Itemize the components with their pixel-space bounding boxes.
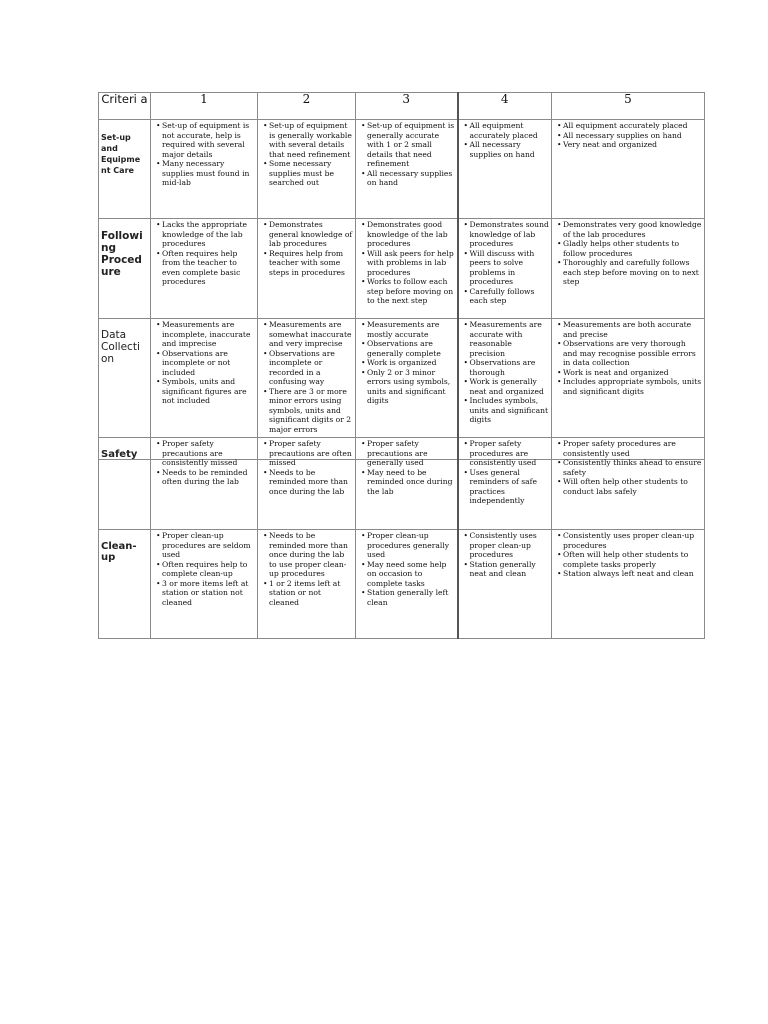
descriptor-list bbox=[153, 531, 255, 607]
descriptor-item: • Observations are generally complete bbox=[358, 339, 455, 358]
cell-safety-1 bbox=[151, 438, 258, 530]
cell-safety-3 bbox=[356, 438, 458, 530]
criterion-following: Followi ng Proced ure bbox=[99, 219, 151, 319]
descriptor-item: • Includes appropriate symbols, units and significant digits bbox=[554, 377, 702, 396]
descriptor-list bbox=[358, 320, 455, 406]
descriptor-list bbox=[153, 220, 255, 287]
descriptor-item: • Needs to be reminded often during the lab bbox=[153, 468, 255, 487]
descriptor-item: • Demonstrates very good knowledge of the lab procedures bbox=[554, 220, 702, 239]
descriptor-list bbox=[260, 439, 353, 496]
descriptor-item: • Measurements are somewhat inaccurate and very imprecise bbox=[260, 320, 353, 349]
descriptor-item: • Very neat and organized bbox=[554, 140, 702, 150]
descriptor-list bbox=[554, 439, 702, 496]
descriptor-list bbox=[461, 320, 550, 425]
descriptor-item: • All necessary supplies on hand bbox=[554, 131, 702, 141]
descriptor-item: • Consistently uses proper clean-up procedures bbox=[461, 531, 550, 560]
descriptor-item: • Carefully follows each step bbox=[461, 287, 550, 306]
descriptor-list bbox=[554, 320, 702, 396]
descriptor-item: • Proper safety precautions are often missed bbox=[260, 439, 353, 468]
descriptor-list bbox=[260, 220, 353, 277]
descriptor-item: • Measurements are accurate with reasonable precision bbox=[461, 320, 550, 358]
cell-setup-3 bbox=[356, 120, 458, 219]
criterion-data: Data Collecti on bbox=[99, 319, 151, 460]
cell-setup-2 bbox=[258, 120, 356, 219]
descriptor-item: • Requires help from teacher with some steps in procedures bbox=[260, 249, 353, 278]
descriptor-item: • Observations are very thorough and may recognise possible errors in data collection bbox=[554, 339, 702, 368]
descriptor-item: • All necessary supplies on hand bbox=[461, 140, 550, 159]
criterion-safety: Safety bbox=[99, 438, 151, 530]
descriptor-item: • Measurements are incomplete, inaccurate and imprecise bbox=[153, 320, 255, 349]
row-cleanup bbox=[99, 530, 705, 639]
cell-following-4 bbox=[458, 219, 552, 319]
descriptor-item: • Thoroughly and carefully follows each step before moving on to next step bbox=[554, 258, 702, 287]
descriptor-list bbox=[461, 439, 550, 506]
descriptor-item: • Demonstrates good knowledge of the lab procedures bbox=[358, 220, 455, 249]
descriptor-list bbox=[461, 220, 550, 306]
descriptor-item: • Station always left neat and clean bbox=[554, 569, 702, 579]
descriptor-item: • Measurements are mostly accurate bbox=[358, 320, 455, 339]
cell-cleanup-1 bbox=[151, 530, 258, 639]
descriptor-item: • May need some help on occasion to complete tasks bbox=[358, 560, 455, 589]
descriptor-item: • Station generally left clean bbox=[358, 588, 455, 607]
descriptor-list bbox=[358, 121, 455, 188]
cell-setup-5 bbox=[552, 120, 705, 219]
descriptor-item: • Consistently thinks ahead to ensure safety bbox=[554, 458, 702, 477]
descriptor-item: • Some necessary supplies must be searched out bbox=[260, 159, 353, 188]
descriptor-list bbox=[260, 320, 353, 434]
descriptor-item: • 3 or more items left at station or station not cleaned bbox=[153, 579, 255, 608]
descriptor-item: • Proper safety procedures are consistently used bbox=[461, 439, 550, 468]
descriptor-item: • All equipment accurately placed bbox=[554, 121, 702, 131]
descriptor-item: • May need to be reminded once during the lab bbox=[358, 468, 455, 497]
descriptor-item: • Will often help other students to conduct labs safely bbox=[554, 477, 702, 496]
row-setup bbox=[99, 120, 705, 219]
descriptor-list bbox=[153, 320, 255, 406]
header-score-3: 3 bbox=[356, 93, 458, 120]
descriptor-list bbox=[461, 121, 550, 159]
cell-setup-1 bbox=[151, 120, 258, 219]
criterion-cleanup: Clean-up bbox=[99, 530, 151, 639]
header-criteria: Criteri a bbox=[99, 93, 151, 120]
header-score-1: 1 bbox=[151, 93, 258, 120]
descriptor-item: • Work is generally neat and organized bbox=[461, 377, 550, 396]
descriptor-item: • Observations are incomplete or not included bbox=[153, 349, 255, 378]
descriptor-list bbox=[358, 439, 455, 496]
cell-cleanup-4 bbox=[458, 530, 552, 639]
header-score-4: 4 bbox=[458, 93, 552, 120]
descriptor-item: • Needs to be reminded more than once during the lab bbox=[260, 468, 353, 497]
cell-cleanup-5 bbox=[552, 530, 705, 639]
descriptor-item: • Observations are thorough bbox=[461, 358, 550, 377]
descriptor-item: • Proper clean-up procedures generally used bbox=[358, 531, 455, 560]
descriptor-item: • Set-up of equipment is generally accurate with 1 or 2 small details that need refinement bbox=[358, 121, 455, 169]
rubric-table-main bbox=[98, 92, 705, 460]
descriptor-item: • Will discuss with peers to solve problems in procedures bbox=[461, 249, 550, 287]
descriptor-item: • Proper clean-up procedures are seldom used bbox=[153, 531, 255, 560]
descriptor-item: • Proper safety precautions are generally used bbox=[358, 439, 455, 468]
descriptor-item: • Works to follow each step before moving on to the next step bbox=[358, 277, 455, 306]
descriptor-list bbox=[358, 531, 455, 607]
header-score-2: 2 bbox=[258, 93, 356, 120]
descriptor-item: • Station generally neat and clean bbox=[461, 560, 550, 579]
descriptor-list bbox=[260, 531, 353, 607]
descriptor-item: • Demonstrates general knowledge of lab procedures bbox=[260, 220, 353, 249]
descriptor-list bbox=[461, 531, 550, 579]
descriptor-item: • Will ask peers for help with problems in lab procedures bbox=[358, 249, 455, 278]
descriptor-item: • Uses general reminders of safe practices independently bbox=[461, 468, 550, 506]
cell-safety-4 bbox=[458, 438, 552, 530]
descriptor-item: • All necessary supplies on hand bbox=[358, 169, 455, 188]
descriptor-item: • There are 3 or more minor errors using symbols, units and significant digits or 2 major errors bbox=[260, 387, 353, 435]
cell-following-5 bbox=[552, 219, 705, 319]
cell-cleanup-2 bbox=[258, 530, 356, 639]
row-following bbox=[99, 219, 705, 319]
descriptor-item: • Often requires help from the teacher to even complete basic procedures bbox=[153, 249, 255, 287]
descriptor-item: • Proper safety procedures are consistently used bbox=[554, 439, 702, 458]
descriptor-item: • Measurements are both accurate and precise bbox=[554, 320, 702, 339]
descriptor-list bbox=[260, 121, 353, 188]
cell-safety-5 bbox=[552, 438, 705, 530]
descriptor-item: • Set-up of equipment is generally workable with several details that need refinement bbox=[260, 121, 353, 159]
header-row bbox=[99, 93, 705, 120]
descriptor-item: • Lacks the appropriate knowledge of the lab procedures bbox=[153, 220, 255, 249]
descriptor-item: • Gladly helps other students to follow procedures bbox=[554, 239, 702, 258]
descriptor-list bbox=[358, 220, 455, 306]
cell-following-3 bbox=[356, 219, 458, 319]
descriptor-list bbox=[153, 439, 255, 487]
descriptor-list bbox=[554, 121, 702, 150]
descriptor-item: • Demonstrates sound knowledge of lab procedures bbox=[461, 220, 550, 249]
row-safety bbox=[99, 438, 705, 530]
descriptor-item: • 1 or 2 items left at station or not cleaned bbox=[260, 579, 353, 608]
descriptor-item: • Includes symbols, units and significant digits bbox=[461, 396, 550, 425]
rubric-table-secondary bbox=[98, 437, 705, 639]
descriptor-list bbox=[554, 531, 702, 579]
descriptor-item: • Work is neat and organized bbox=[554, 368, 702, 378]
descriptor-item: • Needs to be reminded more than once during the lab to use proper clean-up procedures bbox=[260, 531, 353, 579]
cell-following-1 bbox=[151, 219, 258, 319]
descriptor-item: • Often will help other students to complete tasks properly bbox=[554, 550, 702, 569]
descriptor-item: • Symbols, units and significant figures are not included bbox=[153, 377, 255, 406]
cell-following-2 bbox=[258, 219, 356, 319]
descriptor-list bbox=[153, 121, 255, 188]
criterion-setup: Set-up and Equipme nt Care bbox=[99, 120, 151, 219]
descriptor-item: • Observations are incomplete or recorded in a confusing way bbox=[260, 349, 353, 387]
descriptor-list bbox=[554, 220, 702, 287]
descriptor-item: • Proper safety precautions are consistently missed bbox=[153, 439, 255, 468]
descriptor-item: • Only 2 or 3 minor errors using symbols, units and significant digits bbox=[358, 368, 455, 406]
cell-setup-4 bbox=[458, 120, 552, 219]
descriptor-item: • Work is organized bbox=[358, 358, 455, 368]
descriptor-item: • Consistently uses proper clean-up procedures bbox=[554, 531, 702, 550]
header-score-5: 5 bbox=[552, 93, 705, 120]
descriptor-item: • Many necessary supplies must found in mid-lab bbox=[153, 159, 255, 188]
descriptor-item: • Often requires help to complete clean-up bbox=[153, 560, 255, 579]
cell-safety-2 bbox=[258, 438, 356, 530]
descriptor-item: • All equipment accurately placed bbox=[461, 121, 550, 140]
cell-cleanup-3 bbox=[356, 530, 458, 639]
descriptor-item: • Set-up of equipment is not accurate, help is required with several major details bbox=[153, 121, 255, 159]
